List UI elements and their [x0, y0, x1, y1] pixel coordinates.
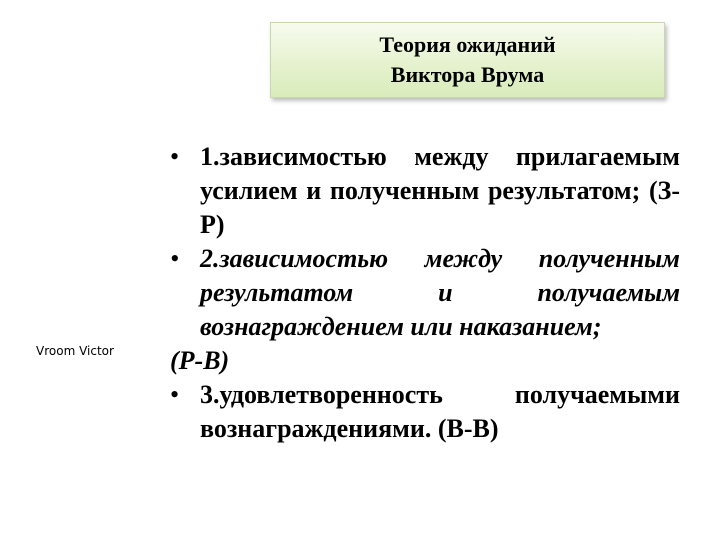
list-item-2 — [148, 242, 680, 344]
title-line-2: Виктора Врума — [390, 62, 545, 87]
title-box — [270, 22, 665, 98]
author-caption: Vroom Victor — [36, 344, 114, 358]
bullet-icon: • — [170, 142, 180, 171]
bullet-icon: • — [170, 244, 180, 273]
title-line-1: Теория ожиданий — [379, 32, 556, 57]
list-item-1 — [148, 140, 680, 242]
list-item-1-text: 1.зависимостью между прилагаемым усилием и полученным результатом; (З-Р) — [200, 142, 680, 239]
list-item-3-text: 3.удовлетворенность получаемыми вознаграждениями. (В-В) — [200, 380, 680, 443]
bullet-icon: • — [170, 380, 180, 409]
list-item-2-continuation: (Р-В) — [170, 346, 230, 375]
list-item-3 — [148, 378, 680, 446]
bullet-list — [148, 140, 680, 446]
list-item-2-text: 2.зависимостью между полученным результатом и получаемым вознаграждением или наказанием; — [200, 244, 680, 341]
